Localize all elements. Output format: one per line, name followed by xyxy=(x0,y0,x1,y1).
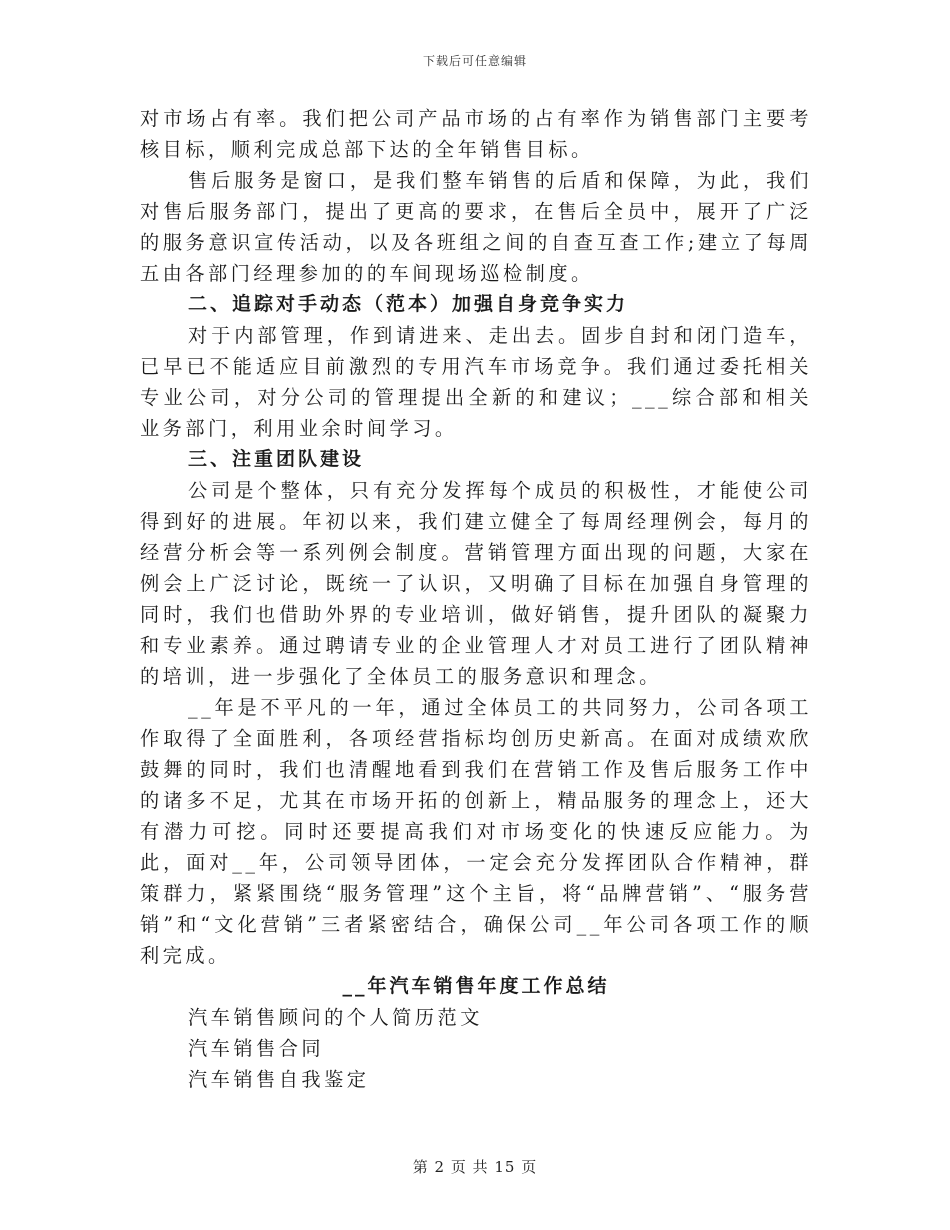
paragraph-market-share: 对市场占有率。我们把公司产品市场的占有率作为销售部门主要考核目标，顺利完成总部下达的全年销售目标。 xyxy=(140,107,812,161)
document-title: __年汽车销售年度工作总结 xyxy=(342,975,610,997)
related-link-contract[interactable]: 汽车销售合同 xyxy=(188,1037,325,1060)
related-link-resume[interactable]: 汽车销售顾问的个人简历范文 xyxy=(188,1006,483,1029)
page-number: 第 2 页 共 15 页 xyxy=(412,1158,538,1176)
section-heading-team: 三、注重团队建设 xyxy=(188,448,365,470)
document-body xyxy=(140,103,812,1095)
related-link-self-assessment[interactable]: 汽车销售自我鉴定 xyxy=(188,1068,370,1091)
paragraph-team-building: 公司是个整体，只有充分发挥每个成员的积极性，才能使公司得到好的进展。年初以来，我们建立健全了每周经理例会，每月的经营分析会等一系列例会制度。营销管理方面出现的问题，大家在例会上广泛讨论，既统一了认识，又明确了目标在加强自身管理的同时，我们也借助外界的专业培训，做好销售，提升团队的凝聚力和专业素养。通过聘请专业的企业管理人才对员工进行了团队精神的培训，进一步强化了全体员工的服务意识和理念。 xyxy=(140,479,812,688)
paragraph-year-summary: __年是不平凡的一年，通过全体员工的共同努力，公司各项工作取得了全面胜利，各项经营指标均创历史新高。在面对成绩欢欣鼓舞的同时，我们也清醒地看到我们在营销工作及售后服务工作中的诸多不足，尤其在市场开拓的创新上，精品服务的理念上，还大有潜力可挖。同时还要提高我们对市场变化的快速反应能力。为此，面对__年，公司领导团体，一定会充分发挥团队合作精神，群策群力，紧紧围绕“服务管理”这个主旨，将“品牌营销”、“服务营销”和“文化营销”三者紧密结合，确保公司__年公司各项工作的顺利完成。 xyxy=(140,696,812,967)
paragraph-after-sales: 售后服务是窗口，是我们整车销售的后盾和保障，为此，我们对售后服务部门，提出了更高的要求，在售后全员中，展开了广泛的服务意识宣传活动，以及各班组之间的自查互查工作;建立了每周五由各部门经理参加的的车间现场巡检制度。 xyxy=(140,169,812,285)
paragraph-internal-management: 对于内部管理，作到请进来、走出去。固步自封和闭门造车，已早已不能适应目前激烈的专用汽车市场竞争。我们通过委托相关专业公司，对分公司的管理提出全新的和建议；___综合部和相关业务部门，利用业余时间学习。 xyxy=(140,324,812,440)
section-heading-competition: 二、追踪对手动态（范本）加强自身竞争实力 xyxy=(188,293,629,315)
page-header: 下载后可任意编辑 xyxy=(422,54,527,68)
